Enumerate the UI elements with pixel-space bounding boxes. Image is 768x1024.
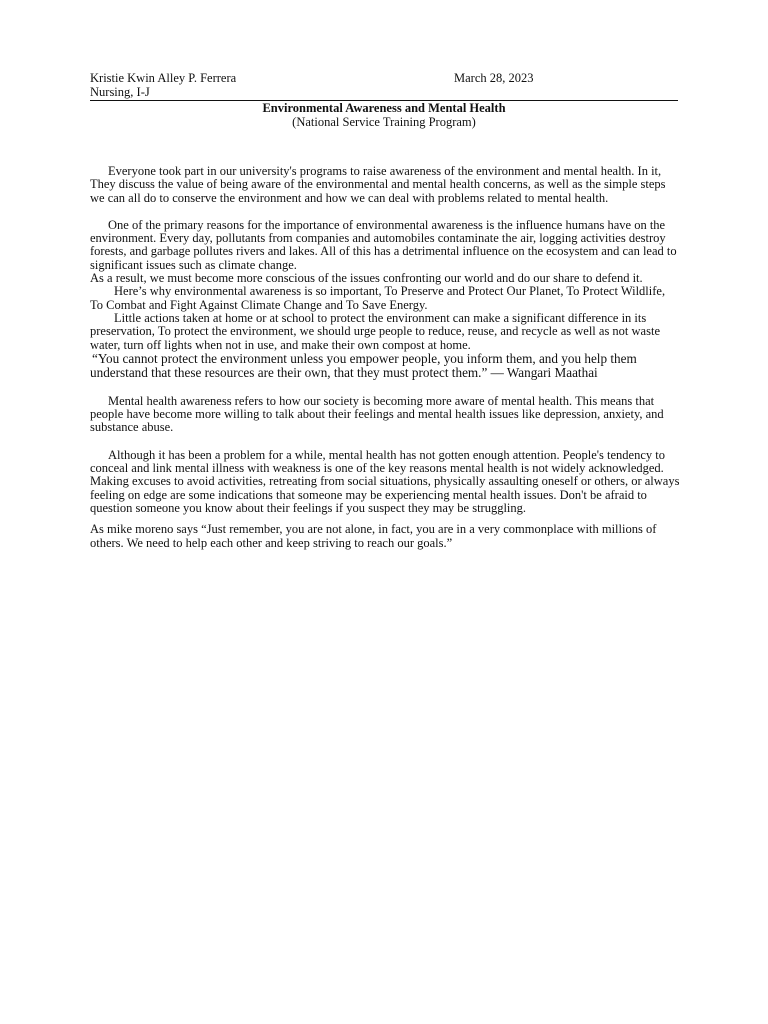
paragraph-environment-importance: One of the primary reasons for the importance of environmental awareness is the influence humans have on the environment. Every day, pollutants from companies and automobiles contaminate the air, logging activities destroy forests, and garbage pollutes rivers and lakes. All of this has a detrimental influence on the ecosystem and can lead to significant issues such as climate change. bbox=[90, 217, 677, 272]
paragraph-why-awareness: Here’s why environmental awareness is so important, To Preserve and Protect Our Planet, To Protect Wildlife, To Combat and Fight Against Climate Change and To Save Energy. bbox=[90, 284, 666, 312]
header-row-course bbox=[90, 86, 678, 100]
paragraph-closing-quote: As mike moreno says “Just remember, you are not alone, in fact, you are in a very commonplace with millions of others. We need to help each other and keep striving to reach our goals.” bbox=[90, 522, 657, 550]
author-name: Kristie Kwin Alley P. Ferrera bbox=[90, 71, 237, 85]
title-block bbox=[90, 101, 678, 129]
paragraph-conscious: As a result, we must become more conscious of the issues confronting our world and do our share to defend it. bbox=[90, 271, 643, 286]
document-body bbox=[90, 165, 680, 550]
document-subtitle: (National Service Training Program) bbox=[292, 115, 476, 129]
course-section: Nursing, I-J bbox=[90, 84, 150, 99]
paragraph-mental-health-attention: Although it has been a problem for a while, mental health has not gotten enough attention. People's tendency to conceal and link mental illness with weakness is one of the key reasons mental health is not widely acknowledged. Making excuses to avoid activities, retreating from social situations, physically assaulting oneself or others, or always feeling on edge are some indications that someone may be experiencing mental health issues. Don't be afraid to question someone you know about their feelings if you suspect they may be struggling. bbox=[90, 447, 680, 515]
document-header bbox=[90, 72, 678, 99]
paragraph-little-actions: Little actions taken at home or at school to protect the environment can make a significant difference in its preservation, To protect the environment, we should urge people to reduce, reuse, and recycle as well as not waste water, turn off lights when not in use, and make their own compost at home. bbox=[90, 310, 660, 352]
document-title: Environmental Awareness and Mental Health bbox=[262, 101, 506, 115]
paragraph-intro: Everyone took part in our university's programs to raise awareness of the environment and mental health. In it, They discuss the value of being aware of the environmental and mental health concerns, as well as the simple steps we can all do to conserve the environment and how we can deal with problems related to mental health. bbox=[90, 164, 666, 205]
paragraph-mental-health-awareness: Mental health awareness refers to how our society is becoming more aware of mental health. This means that people have become more willing to talk about their feelings and mental health issues like depression, anxiety, and substance abuse. bbox=[90, 393, 664, 435]
document-date: March 28, 2023 bbox=[454, 71, 534, 85]
quote-wangari-maathai: “You cannot protect the environment unless you empower people, you inform them, and you help them understand that these resources are their own, that they must protect them.” — Wangari Maathai bbox=[90, 350, 637, 381]
header-row-author bbox=[90, 72, 678, 86]
